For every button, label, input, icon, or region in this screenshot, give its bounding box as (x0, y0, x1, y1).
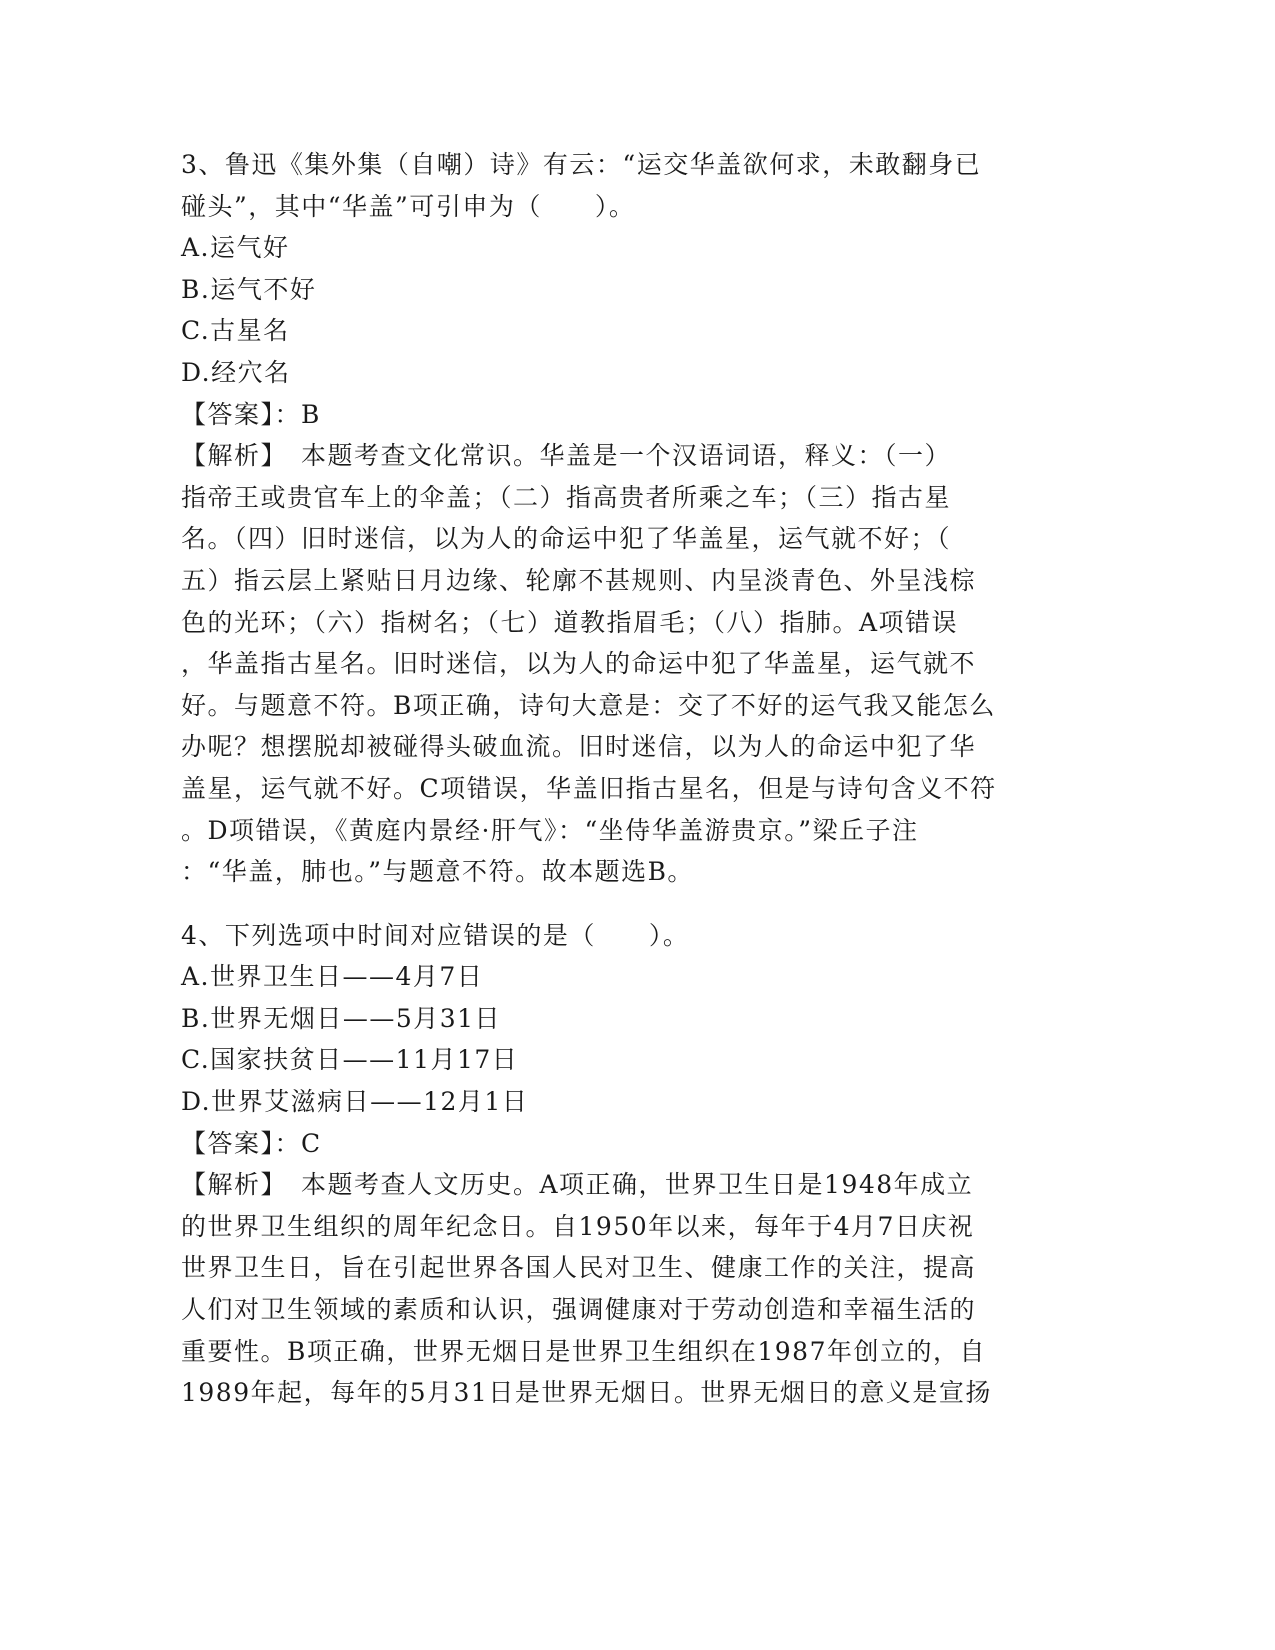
analysis-line: ：“华盖，肺也。”与题意不符。故本题选B。 (181, 857, 694, 887)
answer-line: 【答案】：C (181, 1128, 322, 1158)
analysis-line: 。D项错误，《黄庭内景经·肝气》：“坐侍华盖游贵京。”梁丘子注 (181, 815, 919, 845)
document-page (181, 144, 1081, 1414)
analysis-line: 【解析】 本题考查人文历史。A项正确，世界卫生日是1948年成立 (181, 1170, 974, 1200)
question-3 (181, 144, 1081, 893)
question-stem-line: 碰头”，其中“华盖”可引申为（ ）。 (181, 191, 636, 221)
analysis-line: ，华盖指古星名。旧时迷信，以为人的命运中犯了华盖星，运气就不 (181, 649, 977, 679)
option-a: A.世界卫生日——4月7日 (181, 962, 484, 992)
option-d: D.经穴名 (181, 357, 291, 387)
analysis-line: 指帝王或贵官车上的伞盖；（二）指高贵者所乘之车；（三）指古星 (181, 482, 952, 512)
analysis-line: 好。与题意不符。B项正确，诗句大意是：交了不好的运气我又能怎么 (181, 690, 996, 720)
option-c: C.古星名 (181, 316, 290, 346)
question-gap (181, 893, 1081, 915)
question-stem-line: 4、下列选项中时间对应错误的是（ ）。 (181, 920, 690, 950)
option-c: C.国家扶贫日——11月17日 (181, 1045, 519, 1075)
question-4 (181, 915, 1081, 1414)
analysis-line: 的世界卫生组织的周年纪念日。自1950年以来，每年于4月7日庆祝 (181, 1211, 975, 1241)
analysis-line: 重要性。B项正确，世界无烟日是世界卫生组织在1987年创立的，自 (181, 1336, 986, 1366)
option-d: D.世界艾滋病日——12月1日 (181, 1087, 529, 1117)
question-stem-line: 3、鲁迅《集外集（自嘲）诗》有云：“运交华盖欲何求，未敢翻身已 (181, 150, 982, 179)
analysis-line: 五）指云层上紧贴日月边缘、轮廓不甚规则、内呈淡青色、外呈浅棕 (181, 565, 977, 595)
option-b: B.世界无烟日——5月31日 (181, 1003, 502, 1033)
analysis-line: 盖星，运气就不好。C项错误，华盖旧指古星名，但是与诗句含义不符 (181, 773, 997, 803)
answer-line: 【答案】：B (181, 399, 321, 429)
analysis-line: 1989年起，每年的5月31日是世界无烟日。世界无烟日的意义是宣扬 (181, 1378, 992, 1408)
option-a: A.运气好 (181, 233, 290, 263)
option-b: B.运气不好 (181, 274, 317, 304)
analysis-line: 办呢？想摆脱却被碰得头破血流。旧时迷信，以为人的命运中犯了华 (181, 732, 977, 762)
analysis-line: 世界卫生日，旨在引起世界各国人民对卫生、健康工作的关注，提高 (181, 1253, 977, 1283)
analysis-line: 【解析】 本题考查文化常识。华盖是一个汉语词语，释义：（一） (181, 441, 952, 471)
analysis-line: 色的光环；（六）指树名；（七）道教指眉毛；（八）指肺。A项错误 (181, 607, 959, 637)
analysis-line: 人们对卫生领域的素质和认识，强调健康对于劳动创造和幸福生活的 (181, 1295, 977, 1325)
analysis-line: 名。（四）旧时迷信，以为人的命运中犯了华盖星，运气就不好；（ (181, 524, 952, 554)
